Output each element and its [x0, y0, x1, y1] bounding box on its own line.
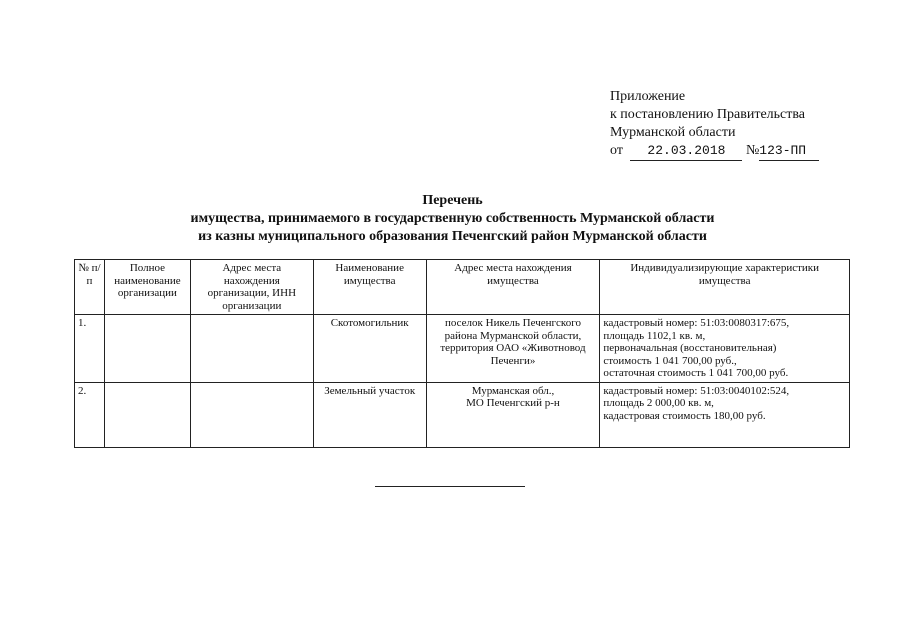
- address-line: МО Печенгский р-н: [466, 397, 560, 409]
- title-line-2: имущества, принимаемого в государственную собственность Мурманской области: [190, 211, 715, 226]
- table-header-row: [75, 260, 850, 315]
- appendix-line-3: Мурманской области: [610, 125, 736, 140]
- document-title: [0, 192, 905, 246]
- cell-org-address: [190, 382, 313, 447]
- title-line-3: из казны муниципального образования Печенгский район Мурманской области: [198, 229, 707, 244]
- table-row: [75, 382, 850, 447]
- cell-characteristics: [600, 315, 850, 383]
- char-line: первоначальная (восстановительная): [603, 342, 777, 354]
- char-line: площадь 2 000,00 кв. м,: [603, 397, 714, 409]
- char-line: стоимость 1 041 700,00 руб.,: [603, 354, 737, 367]
- header-characteristics: Индивидуализирующие характеристики имущества: [600, 260, 850, 315]
- char-line: площадь 1102,1 кв. м,: [603, 329, 706, 342]
- cell-characteristics: [600, 382, 850, 447]
- cell-org-address: [190, 315, 313, 383]
- from-label: от: [610, 143, 623, 158]
- number-label: №: [745, 143, 760, 158]
- property-table: [74, 259, 850, 448]
- appendix-block: [610, 88, 819, 161]
- appendix-line-1: Приложение: [610, 89, 686, 104]
- cell-property-name: Земельный участок: [313, 382, 426, 447]
- title-line-1: Перечень: [422, 193, 483, 208]
- cell-num: 1.: [75, 315, 105, 383]
- header-num: № п/п: [75, 260, 105, 315]
- appendix-line-2: к постановлению Правительства: [610, 107, 806, 122]
- header-org-address: Адрес места нахождения организации, ИНН организации: [190, 260, 313, 315]
- char-line: кадастровый номер: 51:03:0040102:524,: [603, 384, 790, 397]
- appendix-date-row: [610, 142, 819, 161]
- cell-org-name: [104, 382, 190, 447]
- char-line: кадастровый номер: 51:03:0080317:675,: [603, 317, 790, 329]
- resolution-date: 22.03.2018: [630, 142, 742, 161]
- cell-property-address: [426, 382, 600, 447]
- cell-property-address: поселок Никель Печенгского района Мурманской области, территория ОАО «Животновод Печенги»: [426, 315, 600, 383]
- table-row: [75, 315, 850, 383]
- header-property-name: Наименование имущества: [313, 260, 426, 315]
- cell-num: 2.: [75, 382, 105, 447]
- char-line: кадастровая стоимость 180,00 руб.: [603, 409, 766, 422]
- cell-org-name: [104, 315, 190, 383]
- cell-property-name: Скотомогильник: [313, 315, 426, 383]
- header-org-name: Полное наименование организации: [104, 260, 190, 315]
- address-line: Мурманская обл.,: [471, 384, 555, 397]
- closing-rule: [375, 486, 525, 487]
- char-line: остаточная стоимость 1 041 700,00 руб.: [603, 367, 789, 379]
- header-property-address: Адрес места нахождения имущества: [426, 260, 600, 315]
- resolution-number: 123-ПП: [759, 142, 819, 161]
